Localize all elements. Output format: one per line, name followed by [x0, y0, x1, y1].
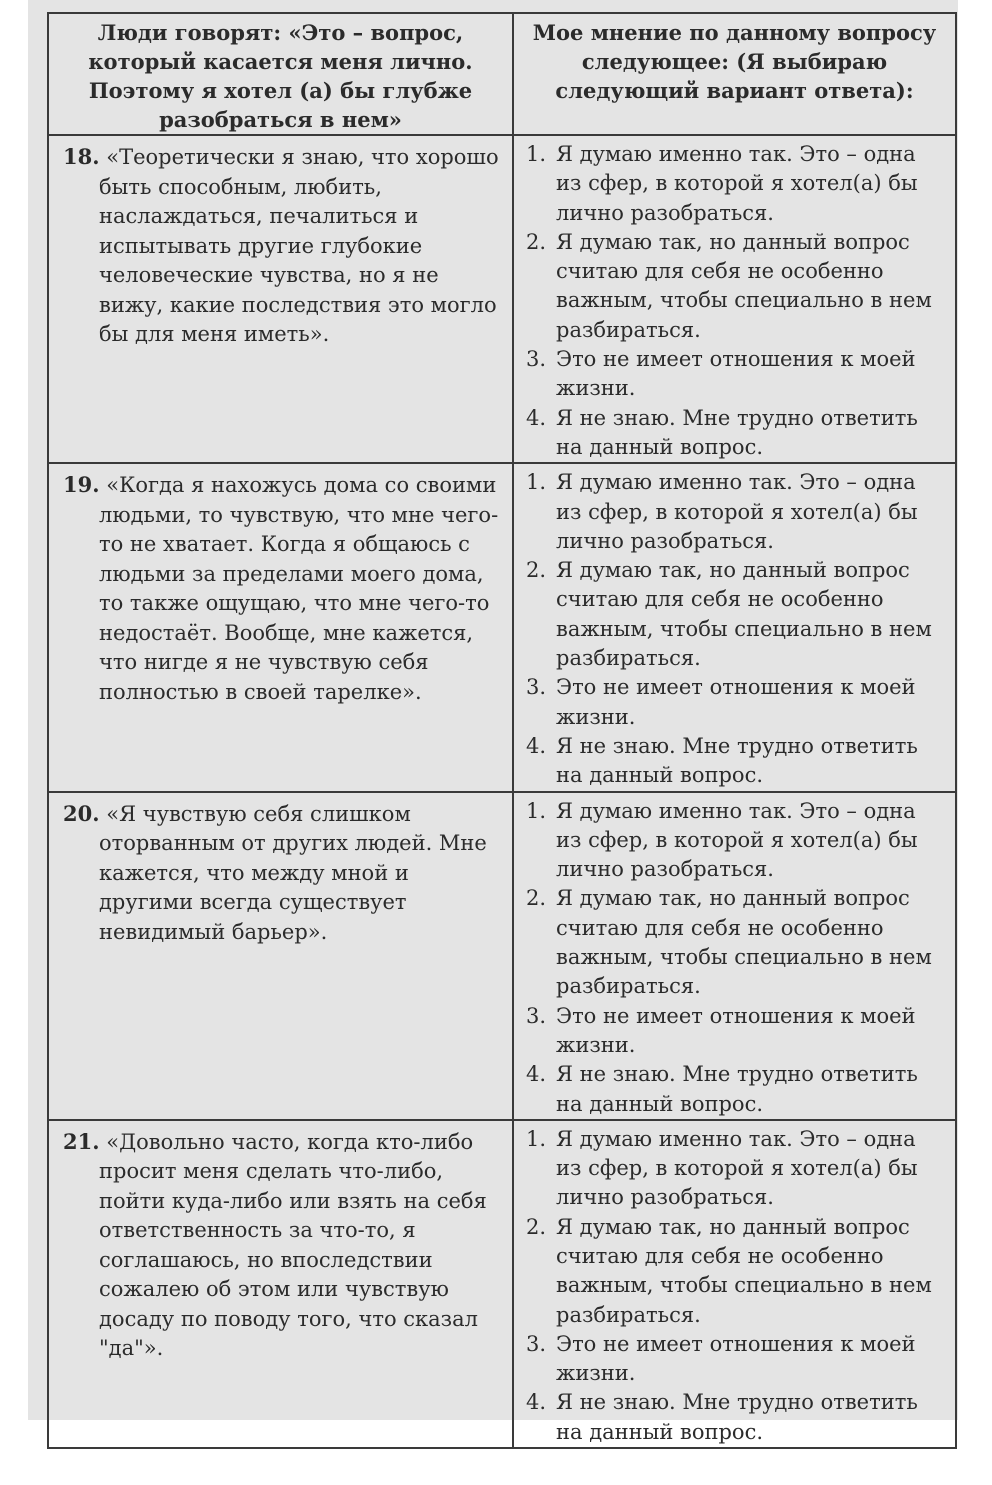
- table-row: [48, 1120, 956, 1448]
- answer-option-4[interactable]: [526, 404, 945, 463]
- statement-number: 18.: [63, 144, 100, 169]
- statement: [49, 464, 512, 707]
- statement: [49, 793, 512, 948]
- answer-option-3[interactable]: [526, 673, 945, 732]
- option-number: 3.: [526, 1003, 547, 1028]
- option-text: Я думаю именно так. Это – одна из сфер, в которой я хотел(а) бы лично разобраться.: [556, 1126, 918, 1210]
- option-number: 2.: [526, 1214, 547, 1239]
- option-text: Это не имеет отношения к моей жизни.: [556, 1331, 916, 1386]
- statement-cell: [48, 1120, 513, 1448]
- option-number: 3.: [526, 1331, 547, 1356]
- answer-options-cell: [513, 463, 956, 791]
- answer-options-cell: [513, 1120, 956, 1448]
- option-text: Я думаю так, но данный вопрос считаю для себя не особенно важным, чтобы специально в нем разбираться.: [556, 886, 932, 999]
- answer-options-cell: [513, 135, 956, 463]
- option-number: 1.: [526, 142, 547, 166]
- answer-options: [514, 793, 955, 1119]
- option-text: Это не имеет отношения к моей жизни.: [556, 347, 916, 401]
- option-number: 4.: [526, 1390, 547, 1415]
- option-number: 4.: [526, 1062, 547, 1087]
- table-row: [48, 135, 956, 463]
- statement-cell: [48, 792, 513, 1120]
- answer-option-1[interactable]: [526, 468, 945, 556]
- answer-options-cell: [513, 792, 956, 1120]
- option-number: 1.: [526, 798, 547, 823]
- option-number: 3.: [526, 347, 547, 372]
- option-number: 2.: [526, 229, 547, 254]
- statement-number: 21.: [63, 1128, 100, 1154]
- answer-option-1[interactable]: [526, 797, 945, 885]
- table-header-row: [48, 13, 956, 135]
- answer-option-3[interactable]: [526, 1330, 945, 1389]
- statement: [49, 136, 512, 350]
- option-text: Я думаю именно так. Это – одна из сфер, в которой я хотел(а) бы лично разобраться.: [556, 798, 918, 882]
- statement-text: «Теоретически я знаю, что хорошо быть способным, любить, наслаждаться, печалиться и испытывать другие глубокие человеческие чувства, но я не вижу, какие последствия это могло бы для меня иметь».: [99, 145, 499, 346]
- questionnaire-table: [47, 12, 957, 1449]
- option-number: 2.: [526, 886, 547, 911]
- answer-option-2[interactable]: [526, 1213, 945, 1330]
- answer-option-4[interactable]: [526, 732, 945, 791]
- answer-option-4[interactable]: [526, 1060, 945, 1119]
- statement-text: «Я чувствую себя слишком оторванным от других людей. Мне кажется, что между мной и другими всегда существует невидимый барьер».: [99, 801, 487, 944]
- header-right-text: Мое мнение по данному вопросу следующее: (Я выбираю следующий вариант ответа):: [532, 20, 937, 103]
- option-text: Я думаю именно так. Это – одна из сфер, в которой я хотел(а) бы лично разобраться.: [556, 142, 918, 225]
- option-text: Я думаю так, но данный вопрос считаю для себя не особенно важным, чтобы специально в нем разбираться.: [556, 1214, 932, 1327]
- option-text: Я не знаю. Мне трудно ответить на данный вопрос.: [556, 1062, 918, 1116]
- option-text: Я думаю именно так. Это – одна из сфер, в которой я хотел(а) бы лично разобраться.: [556, 470, 918, 553]
- table-row: [48, 792, 956, 1120]
- answer-option-3[interactable]: [526, 1002, 945, 1061]
- statement-text: «Довольно часто, когда кто-либо просит меня сделать что-либо, пойти куда-либо или взять на себя ответственность за что-то, я соглашаюсь, но впоследствии сожалею об этом или чувствую досаду по поводу того, что сказал "да"».: [99, 1129, 487, 1361]
- option-number: 4.: [526, 733, 547, 758]
- statement-text: «Когда я нахожусь дома со своими людьми, то чувствую, что мне чего-то не хватает. Когда я общаюсь с людьми за пределами моего дома, то также ощущаю, что мне чего-то недостаёт. Вообще, мне кажется, что нигде я не чувствую себя полностью в своей тарелке».: [99, 473, 499, 704]
- answer-option-2[interactable]: [526, 556, 945, 673]
- answer-option-1[interactable]: [526, 1125, 945, 1213]
- answer-option-3[interactable]: [526, 345, 945, 404]
- option-text: Я не знаю. Мне трудно ответить на данный вопрос.: [556, 1390, 918, 1444]
- answer-option-4[interactable]: [526, 1388, 945, 1447]
- statement-cell: [48, 135, 513, 463]
- answer-options: [514, 1121, 955, 1447]
- option-text: Я не знаю. Мне трудно ответить на данный вопрос.: [556, 733, 918, 788]
- option-text: Я думаю так, но данный вопрос считаю для себя не особенно важным, чтобы специально в нем разбираться.: [556, 229, 932, 342]
- option-text: Это не имеет отношения к моей жизни.: [556, 1003, 916, 1057]
- answer-options: [514, 136, 955, 462]
- option-number: 2.: [526, 558, 547, 583]
- option-number: 3.: [526, 675, 547, 700]
- header-right-cell: [513, 13, 956, 135]
- option-text: Я не знаю. Мне трудно ответить на данный вопрос.: [556, 405, 918, 459]
- option-number: 1.: [526, 470, 547, 495]
- table-row: [48, 463, 956, 791]
- header-left-text: Люди говорят: «Это – вопрос, который касается меня лично. Поэтому я хотел (а) бы глубже разобраться в нем»: [88, 20, 473, 132]
- answer-option-1[interactable]: [526, 140, 945, 228]
- statement-number: 19.: [63, 472, 100, 498]
- option-text: Это не имеет отношения к моей жизни.: [556, 675, 916, 729]
- answer-options: [514, 464, 955, 790]
- answer-option-2[interactable]: [526, 884, 945, 1001]
- header-left-cell: [48, 13, 513, 135]
- statement-number: 20.: [63, 800, 100, 826]
- option-number: 1.: [526, 1126, 547, 1151]
- statement-cell: [48, 463, 513, 791]
- answer-option-2[interactable]: [526, 228, 945, 345]
- option-number: 4.: [526, 405, 547, 430]
- option-text: Я думаю так, но данный вопрос считаю для себя не особенно важным, чтобы специально в нем разбираться.: [556, 558, 932, 671]
- statement: [49, 1121, 512, 1364]
